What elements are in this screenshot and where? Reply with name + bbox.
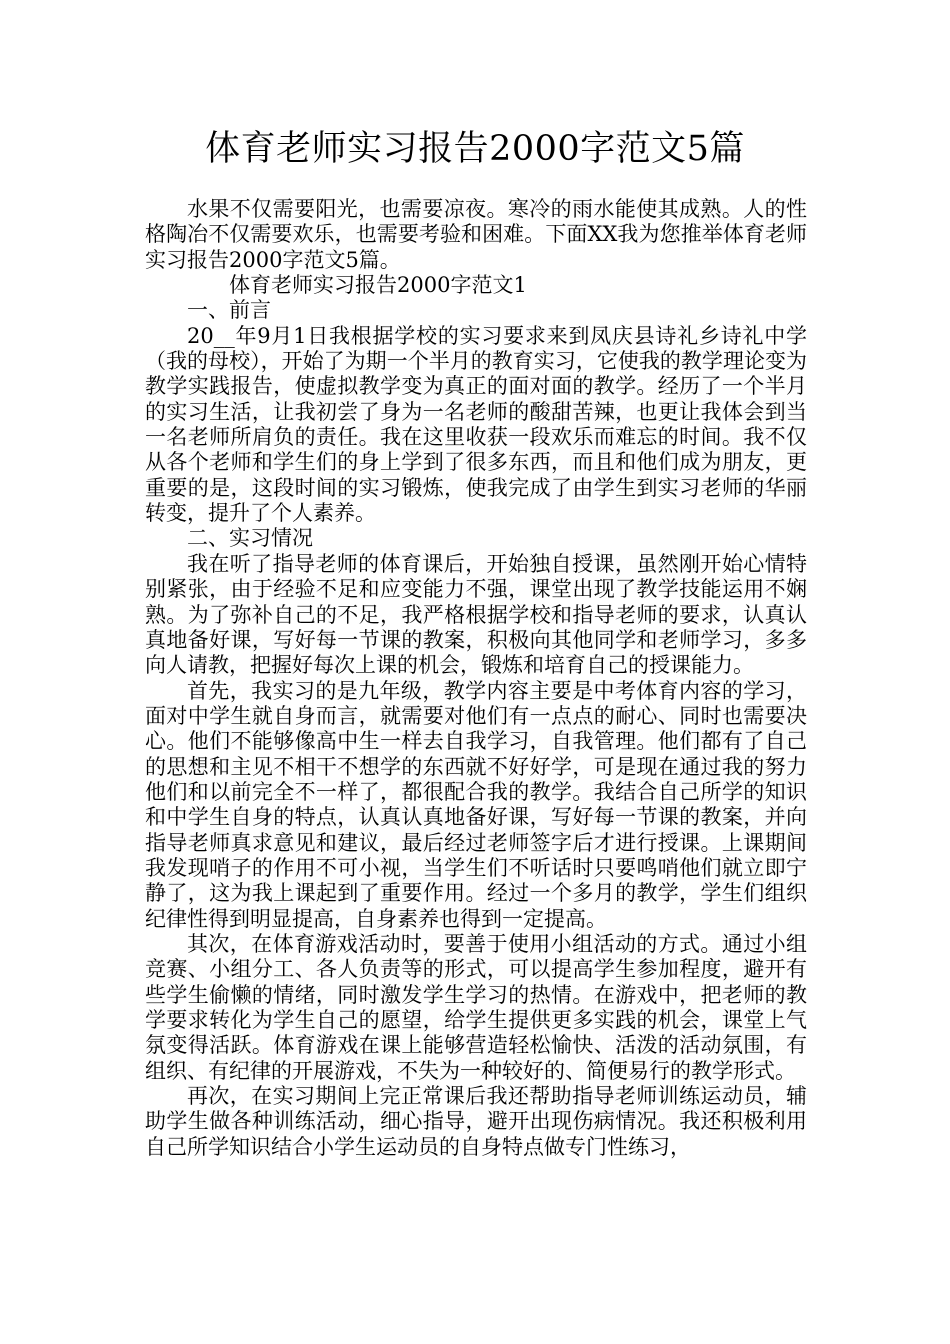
preface-paragraph: 20__年9月1日我根据学校的实习要求来到凤庆县诗礼乡诗礼中学（我的母校），开始了为期一个半月的教育实习，它使我的教学理论变为教学实践报告，使虚拟教学变为真正的面对面的教学。经历了一个半月的实习生活，让我初尝了身为一名老师的酸甜苦辣，也更让我体会到当一名老师所肩负的责任。我在这里收获一段欢乐而难忘的时间。我不仅从各个老师和学生们的身上学到了很多东西，而且和他们成为朋友，更重要的是，这段时间的实习锻炼，使我完成了由学生到实习老师的华丽转变，提升了个人素养。 bbox=[145, 323, 807, 526]
intro-paragraph: 水果不仅需要阳光，也需要凉夜。寒冷的雨水能使其成熟。人的性格陶冶不仅需要欢乐，也需要考验和困难。下面XX我为您推举体育老师实习报告2000字范文5篇。 bbox=[145, 197, 807, 272]
essay-subtitle: 体育老师实习报告2000字范文1 bbox=[229, 273, 527, 298]
internship-paragraph-3: 其次，在体育游戏活动时，要善于使用小组活动的方式。通过小组竞赛、小组分工、各人负责等的形式，可以提高学生参加程度，避开有些学生偷懒的情绪，同时激发学生学习的热情。在游戏中，把老师的教学要求转化为学生自己的愿望，给学生提供更多实践的机会，课堂上气氛变得活跃。体育游戏在课上能够营造轻松愉快、活泼的活动氛围，有组织、有纪律的开展游戏，不失为一种较好的、简便易行的教学形式。 bbox=[145, 931, 807, 1083]
internship-paragraph-2: 首先，我实习的是九年级，教学内容主要是中考体育内容的学习，面对中学生就自身而言，就需要对他们有一点点的耐心、同时也需要决心。他们不能够像高中生一样去自我学习，自我管理。他们都有了自己的思想和主见不相干不想学的东西就不好好学，可是现在通过我的努力他们和以前完全不一样了，都很配合我的教学。我结合自己所学的知识和中学生自身的特点，认真认真地备好课，写好每一节课的教案，并向指导老师真求意见和建议，最后经过老师签字后才进行授课。上课期间我发现哨子的作用不可小视，当学生们不听话时只要鸣哨他们就立即宁静了，这为我上课起到了重要作用。经过一个多月的教学，学生们组织纪律性得到明显提高，自身素养也得到一定提高。 bbox=[145, 678, 807, 931]
document-title: 体育老师实习报告2000字范文5篇 bbox=[205, 129, 745, 169]
internship-paragraph-4: 再次，在实习期间上完正常课后我还帮助指导老师训练运动员，辅助学生做各种训练活动，细心指导，避开出现伤病情况。我还积极利用自己所学知识结合小学生运动员的自身特点做专门性练习， bbox=[145, 1084, 807, 1159]
document-body bbox=[145, 197, 807, 1160]
section-heading-internship: 二、实习情况 bbox=[187, 526, 313, 551]
section-heading-preface: 一、前言 bbox=[187, 298, 271, 323]
internship-paragraph-1: 我在听了指导老师的体育课后，开始独自授课，虽然刚开始心情特别紧张，由于经验不足和应变能力不强，课堂出现了教学技能运用不娴熟。为了弥补自己的不足，我严格根据学校和指导老师的要求，认真认真地备好课，写好每一节课的教案，积极向其他同学和老师学习，多多向人请教，把握好每次上课的机会，锻炼和培育自己的授课能力。 bbox=[145, 551, 807, 678]
